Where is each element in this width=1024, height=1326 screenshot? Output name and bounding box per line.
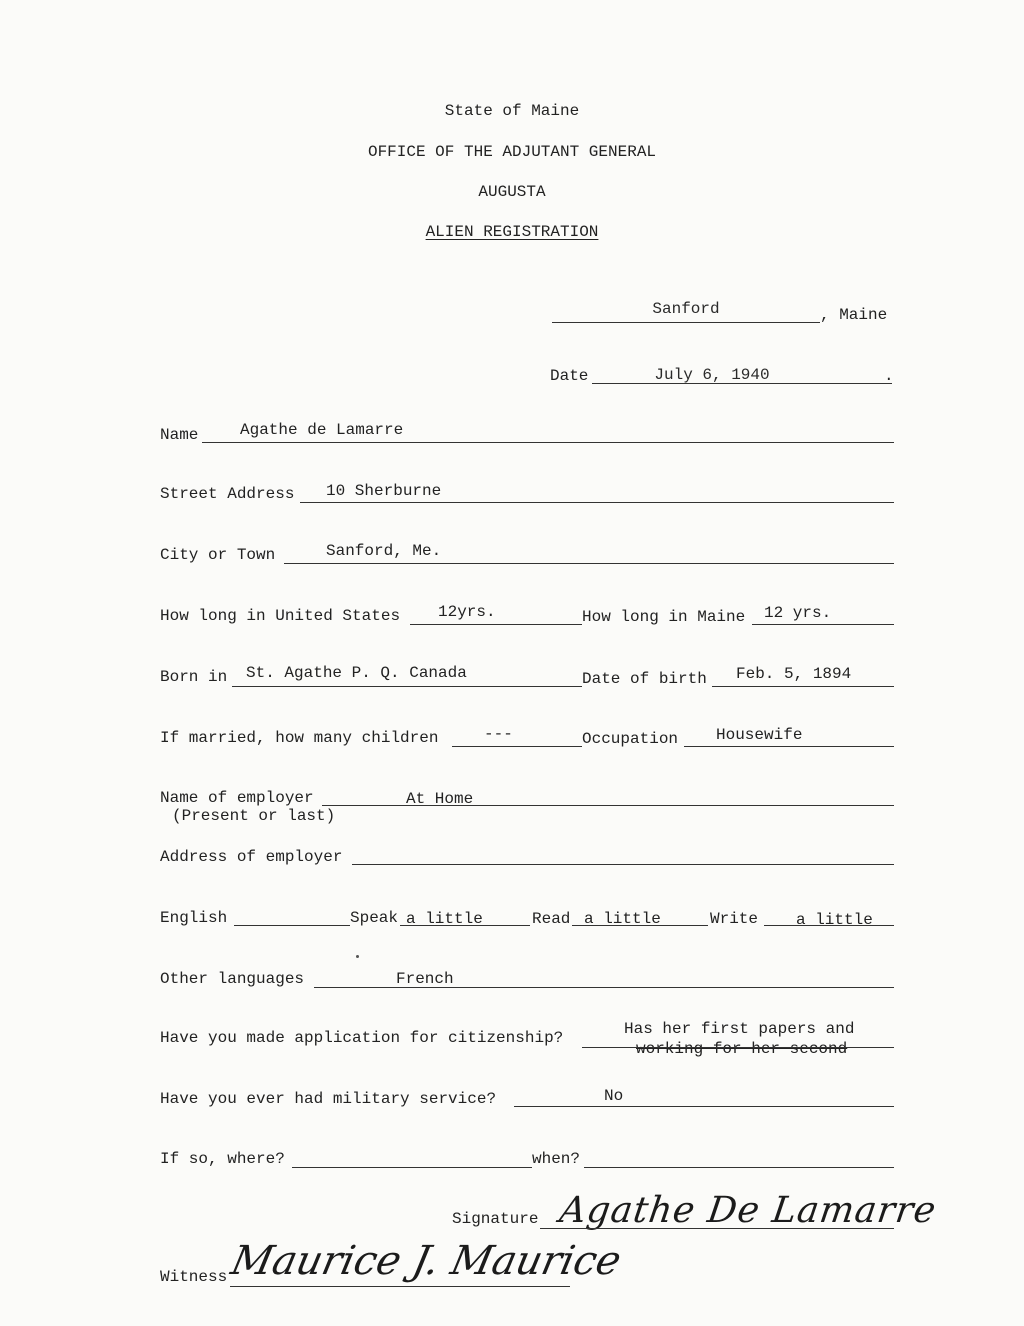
header-office: OFFICE OF THE ADJUTANT GENERAL: [367, 143, 657, 161]
employer-label: Name of employer: [160, 789, 314, 807]
us-duration-value: 12yrs.: [438, 603, 496, 621]
birth-date-label: Date of birth: [582, 670, 707, 688]
maine-duration-label: How long in Maine: [582, 608, 746, 626]
city-line: [284, 563, 894, 564]
born-line: [232, 686, 582, 687]
witness-line: [230, 1286, 570, 1287]
date-line: [592, 383, 892, 384]
birth-date-line: [712, 686, 894, 687]
speak-label: Speak: [350, 909, 399, 927]
location-line: [552, 322, 820, 323]
name-value: Agathe de Lamarre: [240, 421, 404, 439]
employer-sublabel: (Present or last): [172, 807, 336, 825]
birth-date-value: Feb. 5, 1894: [736, 665, 852, 683]
location-suffix: , Maine: [820, 306, 888, 324]
date-end: .: [884, 367, 894, 385]
employer-line: [322, 805, 894, 806]
us-duration-label: How long in United States: [160, 607, 401, 625]
citizenship-line2: working for her second: [636, 1040, 848, 1058]
military-label: Have you ever had military service?: [160, 1090, 497, 1108]
occupation-value: Housewife: [716, 726, 803, 744]
city-value: Sanford, Me.: [326, 542, 442, 560]
street-value: 10 Sherburne: [326, 482, 442, 500]
children-line: [452, 746, 582, 747]
street-label: Street Address: [160, 485, 295, 503]
where-label: If so, where?: [160, 1150, 285, 1168]
english-line: [234, 925, 350, 926]
witness-signature: Maurice J. Maurice: [227, 1238, 626, 1284]
name-label: Name: [160, 426, 199, 444]
speak-value: a little: [406, 910, 483, 928]
header-city: AUGUSTA: [478, 183, 546, 201]
citizenship-line: [582, 1047, 894, 1048]
where-line: [292, 1167, 532, 1168]
signature-label: Signature: [452, 1210, 539, 1228]
when-label: when?: [532, 1150, 581, 1168]
us-duration-line: [410, 624, 582, 625]
write-label: Write: [710, 910, 759, 928]
occupation-line: [684, 746, 894, 747]
read-label: Read: [532, 910, 571, 928]
read-value: a little: [584, 910, 661, 928]
witness-label: Witness: [160, 1268, 228, 1286]
date-label: Date: [550, 367, 589, 385]
location-value: Sanford: [652, 300, 720, 318]
city-label: City or Town: [160, 546, 276, 564]
citizenship-line1: Has her first papers and: [624, 1020, 855, 1038]
name-line: [202, 442, 894, 443]
write-line: [764, 925, 894, 926]
read-line: [572, 925, 708, 926]
military-line: [514, 1106, 894, 1107]
children-label: If married, how many children: [160, 729, 439, 747]
employer-address-line: [352, 864, 894, 865]
born-value: St. Agathe P. Q. Canada: [246, 664, 467, 682]
other-languages-label: Other languages: [160, 970, 305, 988]
signature-line: [540, 1228, 894, 1229]
speak-line: [400, 925, 530, 926]
header-state: State of Maine: [444, 102, 580, 120]
occupation-label: Occupation: [582, 730, 679, 748]
maine-duration-value: 12 yrs.: [764, 604, 832, 622]
military-value: No: [604, 1087, 624, 1105]
ink-speck: [356, 955, 359, 958]
write-value: a little: [796, 911, 873, 929]
english-label: English: [160, 909, 228, 927]
other-languages-line: [314, 987, 894, 988]
employer-address-label: Address of employer: [160, 848, 343, 866]
date-value: July 6, 1940: [654, 366, 770, 384]
street-line: [300, 502, 894, 503]
signature-value: Agathe De Lamarre: [557, 1190, 940, 1231]
born-label: Born in: [160, 668, 228, 686]
other-languages-value: French: [396, 970, 454, 988]
citizenship-label: Have you made application for citizenship?: [160, 1029, 564, 1047]
maine-duration-line: [752, 624, 894, 625]
employer-value: At Home: [406, 790, 474, 808]
children-value: ---: [484, 725, 513, 743]
form-title: ALIEN REGISTRATION: [425, 223, 599, 241]
when-line: [584, 1167, 894, 1168]
